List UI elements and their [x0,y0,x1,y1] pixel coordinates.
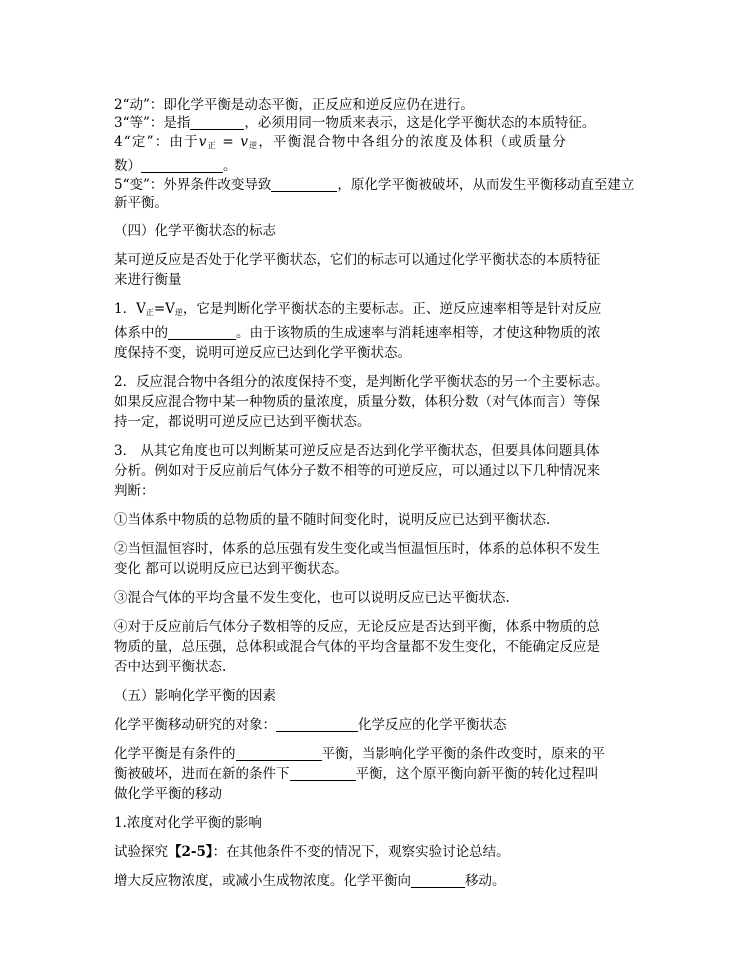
case3: ③混合气体的平均含量不发生变化，也可以说明反应已达平衡状态. [114,590,510,606]
v-symbol: v [240,134,250,150]
condition-l1a: 化学平衡是有条件的 [114,746,236,762]
section4-heading: （四）化学平衡状态的标志 [114,223,276,239]
condition-l2a: 衡被破坏，进而在新的条件下 [114,766,290,782]
item-deng [114,114,642,132]
item-bian [114,176,642,194]
item-ding-line2a: 数） [114,158,141,174]
case2-l1: ②当恒温恒容时，体系的总压强有发生变化或当恒温恒压时，体系的总体积不发生 [114,541,600,557]
blank-condition2[interactable] [290,766,356,781]
increase-b: 移动。 [465,873,506,889]
point1-l2a: 体系中的 [114,325,168,341]
point1-v: 1．V [114,301,146,317]
blank-ding[interactable] [141,158,223,173]
blank-point1[interactable] [168,325,236,340]
experiment-number: 【2-5】 [168,844,213,860]
item-bian-prefix: 5“变”：外界条件改变导致 [114,177,272,193]
blank-deng[interactable] [190,115,244,130]
experiment-label: 试验探究 [114,844,168,860]
case2-l2: 变化 都可以说明反应已达到平衡状态。 [114,561,348,577]
point1-l3: 度保持不变，说明可逆反应已达到化学平衡状态。 [114,345,411,361]
research-object-a: 化学平衡移动研究的对象： [114,717,276,733]
condition-l1 [114,744,642,764]
item-ding-line2 [114,156,642,176]
blank-condition1[interactable] [236,746,322,761]
case4-l1: ④对于反应前后气体分子数相等的反应，无论反应是否达到平衡，体系中物质的总 [114,619,600,635]
condition-l1b: 平衡，当影响化学平衡的条件改变时，原来的平 [321,746,605,762]
point3-l2: 分析。例如对于反应前后气体分子数不相等的可逆反应，可以通过以下几种情况来 [114,463,600,479]
item-deng-after: ，必须用同一物质来表示，这是化学平衡状态的本质特征。 [244,115,596,131]
point1-l2b: 。由于该物质的生成速率与消耗速率相等，才使这种物质的浓 [236,325,601,341]
point1-sub-ni: 逆 [174,308,183,317]
point1-eq: =V [153,301,175,317]
condition-l2b: 平衡，这个原平衡向新平衡的转化过程叫 [355,766,599,782]
point1-text: ，它是判断化学平衡状态的主要标志。正、逆反应速率相等是针对反应 [182,301,602,317]
point2-l2: 如果反应混合物中某一种物质的量浓度，质量分数，体积分数（对气体而言）等保 [114,394,600,410]
equals-sign: = [216,134,241,150]
point1-l1 [114,299,642,323]
section4-intro-l1: 某可逆反应是否处于化学平衡状态，它们的标志可以通过化学平衡状态的本质特征 [114,252,600,268]
sub-ni: 逆 [249,141,259,150]
point1-l2 [114,323,642,343]
item-dong [114,96,642,114]
v-symbol: v [198,134,208,150]
condition-l3: 做化学平衡的移动 [114,786,222,802]
item-bian-line2: 新平衡。 [114,195,168,211]
point3-l1: 3． 从其它角度也可以判断某可逆反应是否达到化学平衡状态，但要具体问题具体 [114,443,600,459]
point2-l1: 2．反应混合物中各组分的浓度保持不变，是判断化学平衡状态的另一个主要标志。 [114,374,609,390]
research-object [114,715,642,735]
item-dong-prefix: 2“动”： [114,97,164,113]
research-object-b: 化学反应的化学平衡状态 [358,717,507,733]
point2-l3: 持一定，都说明可逆反应已达到平衡状态。 [114,414,371,430]
document-page [114,96,642,891]
item-ding-line2b: 。 [223,158,237,174]
experiment-line [114,842,642,862]
condition-l2 [114,764,642,784]
case1: ①当体系中物质的总物质的量不随时间变化时，说明反应已达到平衡状态. [114,512,551,528]
experiment-text: ：在其他条件不变的情况下，观察实验讨论总结。 [212,844,510,860]
item-bian-after: ，原化学平衡被破坏，从而发生平衡移动直至建立 [337,177,635,193]
sub-zheng: 正 [207,141,217,150]
case4-l3: 否中达到平衡状态. [114,659,227,675]
blank-increase[interactable] [411,873,465,888]
section4-intro-l2: 来进行衡量 [114,272,182,288]
blank-bian[interactable] [271,177,337,192]
case4-l2: 物质的量，总压强，总体积或混合气体的平均含量都不发生变化，不能确定反应是 [114,639,600,655]
point1-sub-zheng: 正 [145,308,154,317]
subheading-concentration: 1.浓度对化学平衡的影响 [114,815,262,831]
item-ding [114,132,642,156]
point3-l3: 判断： [114,483,155,499]
blank-object[interactable] [276,717,358,732]
item-dong-text: 即化学平衡是动态平衡，正反应和逆反应仍在进行。 [163,97,474,113]
item-ding-after: ，平衡混合物中各组分的浓度及体积（或质量分 [258,134,568,150]
section5-heading: （五）影响化学平衡的因素 [114,688,276,704]
increase-a: 增大反应物浓度，或减小生成物浓度。化学平衡向 [114,873,411,889]
item-deng-prefix: 3“等”：是指 [114,115,191,131]
item-ding-prefix: 4“定”：由于 [114,134,199,150]
increase-line [114,871,642,891]
